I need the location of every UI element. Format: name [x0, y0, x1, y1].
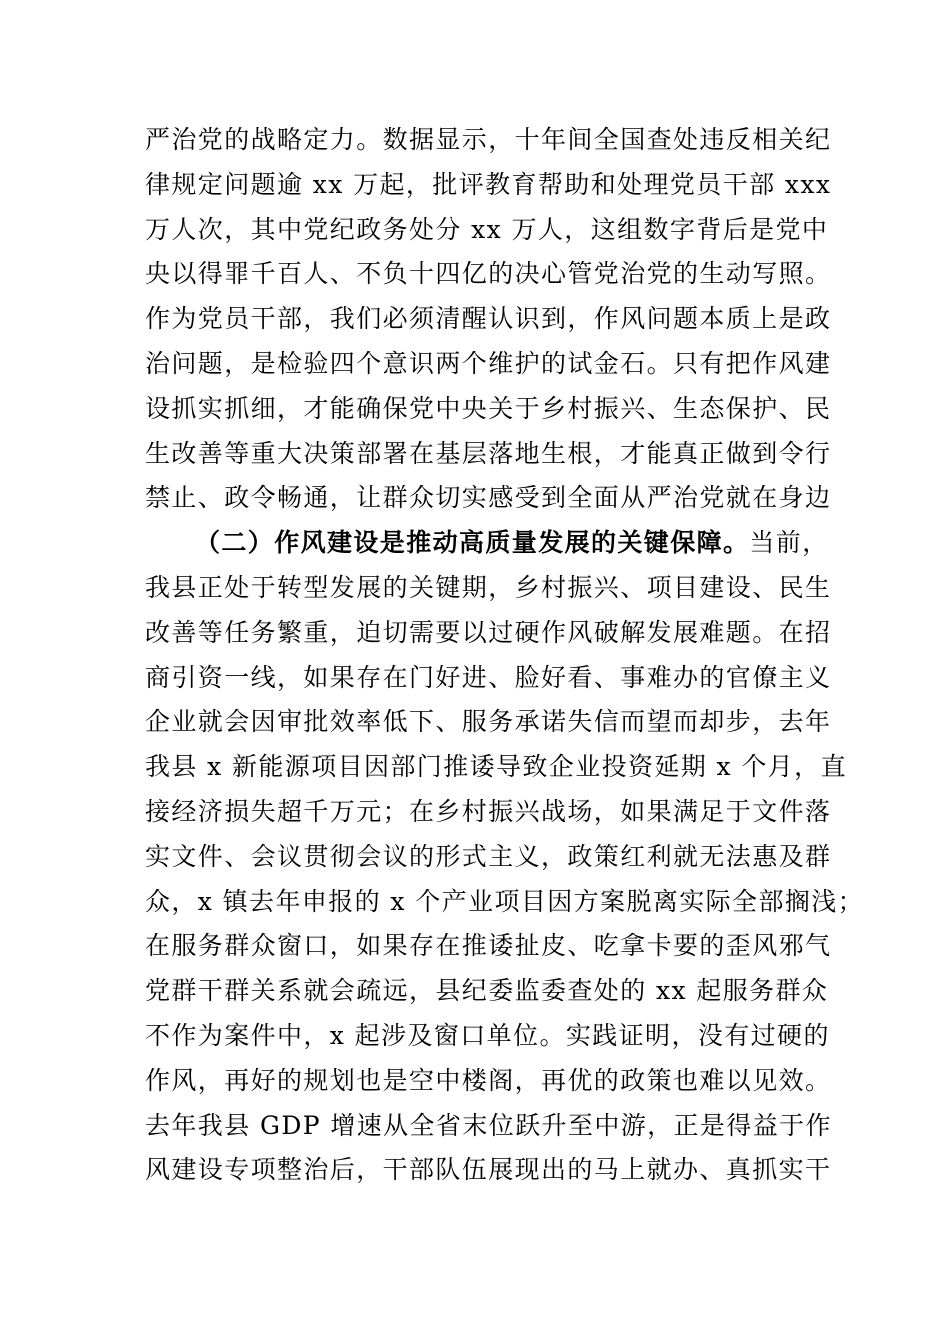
text-line: 风建设专项整治后，干部队伍展现出的马上就办、真抓实干	[145, 1155, 832, 1185]
text-line: 企业就会因审批效率低下、服务承诺失信而望而却步，去年	[145, 707, 832, 737]
heading-trailing-text: 当前，	[749, 528, 829, 558]
text-line: 改善等任务繁重，迫切需要以过硬作风破解发展难题。在招	[145, 617, 832, 647]
text-line: 严治党的战略定力。数据显示，十年间全国查处违反相关纪	[145, 125, 832, 154]
text-line: 实文件、会议贯彻会议的形式主义，政策红利就无法惠及群	[145, 841, 832, 871]
text-line: 商引资一线，如果存在门好进、脸好看、事难办的官僚主义	[145, 662, 832, 692]
paragraph-2	[145, 521, 865, 1193]
text-line: 在服务群众窗口，如果存在推诿扯皮、吃拿卡要的歪风邪气	[145, 931, 832, 961]
paragraph-2-first-line	[145, 521, 829, 566]
text-line: 设抓实抓细，才能确保党中央关于乡村振兴、生态保护、民	[145, 393, 832, 423]
text-line: 我县 x 新能源项目因部门推诿导致企业投资延期 x 个月，直	[145, 752, 847, 782]
text-line: 接经济损失超千万元；在乡村振兴战场，如果满足于文件落	[145, 796, 832, 826]
text-line: 律规定问题逾 xx 万起，批评教育帮助和处理党员干部 xxx	[145, 169, 832, 199]
text-line: 万人次，其中党纪政务处分 xx 万人，这组数字背后是党中	[145, 214, 829, 244]
text-line: 治问题，是检验四个意识两个维护的试金石。只有把作风建	[145, 348, 832, 378]
paragraph-1	[145, 118, 832, 521]
text-line: 禁止、政令畅通，让群众切实感受到全面从严治党就在身边	[145, 483, 832, 513]
text-line: 不作为案件中，x 起涉及窗口单位。实践证明，没有过硬的	[145, 1020, 830, 1050]
text-line: 我县正处于转型发展的关键期，乡村振兴、项目建设、民生	[145, 572, 832, 602]
text-line: 央以得罪千百人、不负十四亿的决心管党治党的生动写照。	[145, 259, 832, 289]
body-text	[145, 118, 865, 1193]
text-line: 去年我县 GDP 增速从全省末位跃升至中游，正是得益于作	[145, 1110, 832, 1140]
text-line: 众，x 镇去年申报的 x 个产业项目因方案脱离实际全部搁浅；	[145, 886, 865, 916]
text-line: 作为党员干部，我们必须清醒认识到，作风问题本质上是政	[145, 304, 832, 334]
text-line: 作风，再好的规划也是空中楼阁，再优的政策也难以见效。	[145, 1065, 832, 1095]
text-line: 生改善等重大决策部署在基层落地生根，才能真正做到令行	[145, 438, 832, 468]
text-line: 党群干群关系就会疏远，县纪委监委查处的 xx 起服务群众	[145, 976, 829, 1006]
section-heading: （二）作风建设是推动高质量发展的关键保障。	[195, 528, 750, 558]
